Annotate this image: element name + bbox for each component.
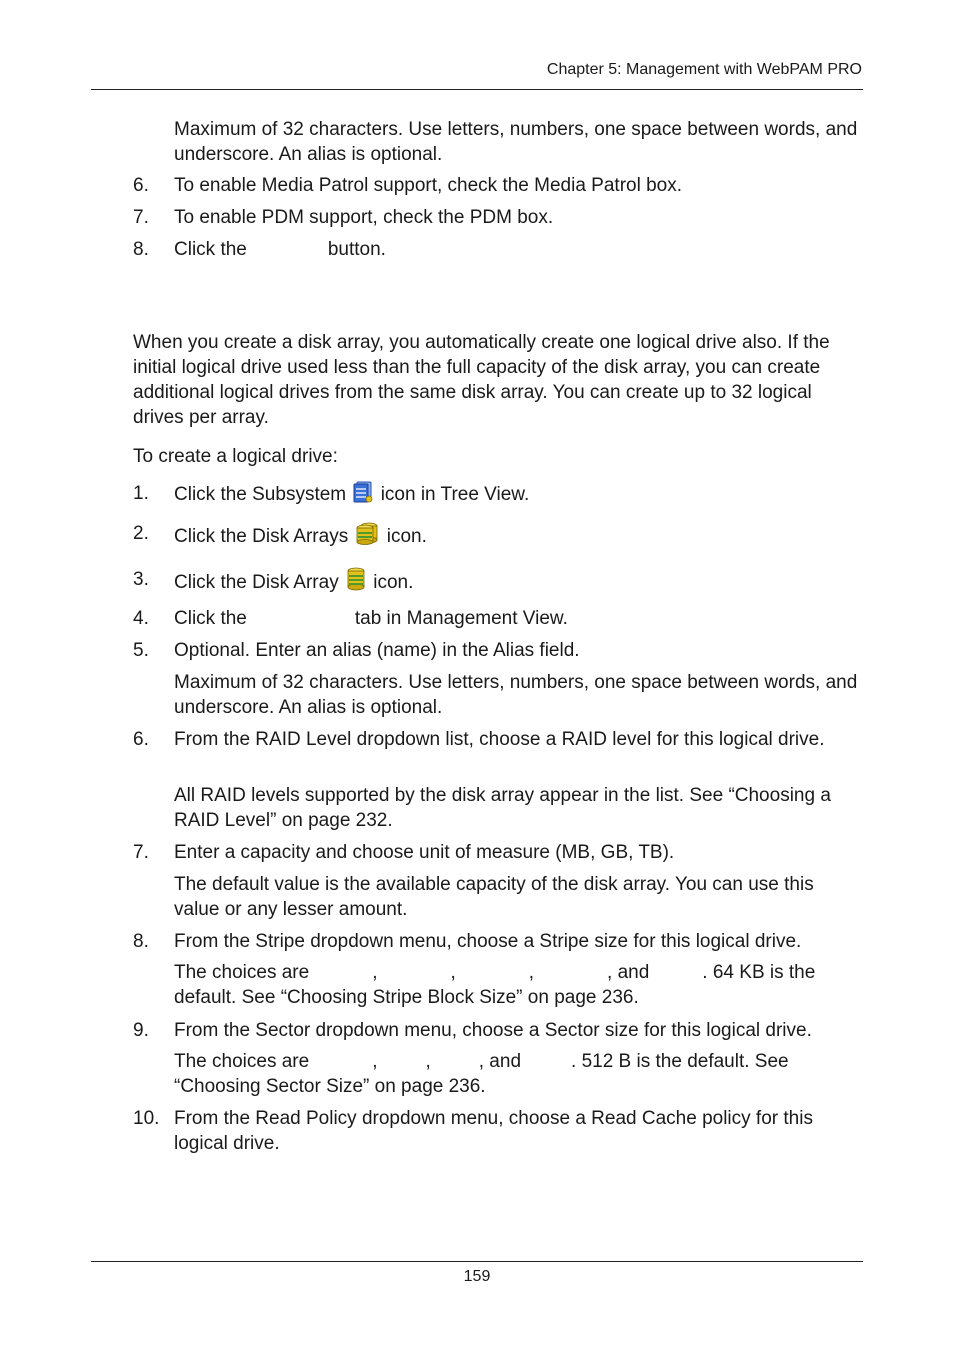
step-text: From the Read Policy dropdown menu, choose a Read Cache policy for this logical drive. — [174, 1108, 813, 1154]
step-number: 1. — [133, 483, 149, 504]
step-text: From the RAID Level dropdown list, choose a RAID level for this logical drive. — [174, 729, 825, 750]
step-number: 6. — [133, 729, 149, 750]
step-text: Enter a capacity and choose unit of measure (MB, GB, TB). — [174, 842, 675, 863]
intro-paragraph: When you create a disk array, you automatically create one logical drive also. If the initial logical drive used less than the full capacity of the disk array, you can create additional logical drives from the same disk array. You can create up to 32 logical drives per array. — [133, 332, 830, 428]
header-rule — [91, 89, 863, 90]
step-text: Click the Subsystem icon in Tree View. — [174, 481, 864, 507]
step-number: 4. — [133, 608, 149, 629]
disk-arrays-icon — [355, 521, 379, 545]
step-text: Click the tab in Management View. — [174, 608, 568, 629]
step-number: 5. — [133, 640, 149, 661]
step-number: 2. — [133, 523, 149, 544]
step-number: 8. — [133, 931, 149, 952]
step-number: 10. — [133, 1108, 160, 1129]
alias-note: Maximum of 32 characters. Use letters, numbers, one space between words, and underscore. An alias is optional. — [174, 119, 858, 165]
subsystem-icon — [353, 481, 373, 503]
disk-array-icon — [346, 567, 366, 591]
step-text: Optional. Enter an alias (name) in the Alias field. — [174, 640, 580, 661]
lead-paragraph: To create a logical drive: — [133, 446, 338, 467]
step-text: Click the Disk Array icon. — [174, 567, 864, 595]
step-number: 9. — [133, 1020, 149, 1041]
step-text: To enable Media Patrol support, check the Media Patrol box. — [174, 175, 683, 196]
step-number: 6. — [133, 175, 149, 196]
step-text: From the Sector dropdown menu, choose a Sector size for this logical drive. — [174, 1020, 812, 1041]
step-number: 7. — [133, 842, 149, 863]
step-note: The choices are , , , and . 512 B is the default. See “Choosing Sector Size” on page 236. — [174, 1051, 789, 1097]
step-note: The default value is the available capacity of the disk array. You can use this value or any lesser amount. — [174, 874, 814, 920]
step-note: The choices are , , , , and . 64 KB is the default. See “Choosing Stripe Block Size” on page 236. — [174, 962, 816, 1008]
step-text: From the Stripe dropdown menu, choose a Stripe size for this logical drive. — [174, 931, 802, 952]
chapter-title: Chapter 5: Management with WebPAM PRO — [546, 61, 862, 78]
step-text-after: button. — [327, 239, 386, 260]
footer-rule — [91, 1261, 863, 1262]
step-text: Click the Disk Arrays icon. — [174, 521, 864, 549]
step-text — [174, 237, 864, 262]
step-note: All RAID levels supported by the disk array appear in the list. See “Choosing a RAID Level” on page 232. — [174, 785, 831, 831]
page-number: 159 — [463, 1268, 491, 1285]
step-note: Maximum of 32 characters. Use letters, numbers, one space between words, and underscore. An alias is optional. — [174, 672, 858, 718]
step-text-before: Click the — [174, 239, 247, 260]
step-text: To enable PDM support, check the PDM box. — [174, 207, 554, 228]
step-number: 3. — [133, 569, 149, 590]
step-number: 8. — [133, 239, 149, 260]
step-number: 7. — [133, 207, 149, 228]
